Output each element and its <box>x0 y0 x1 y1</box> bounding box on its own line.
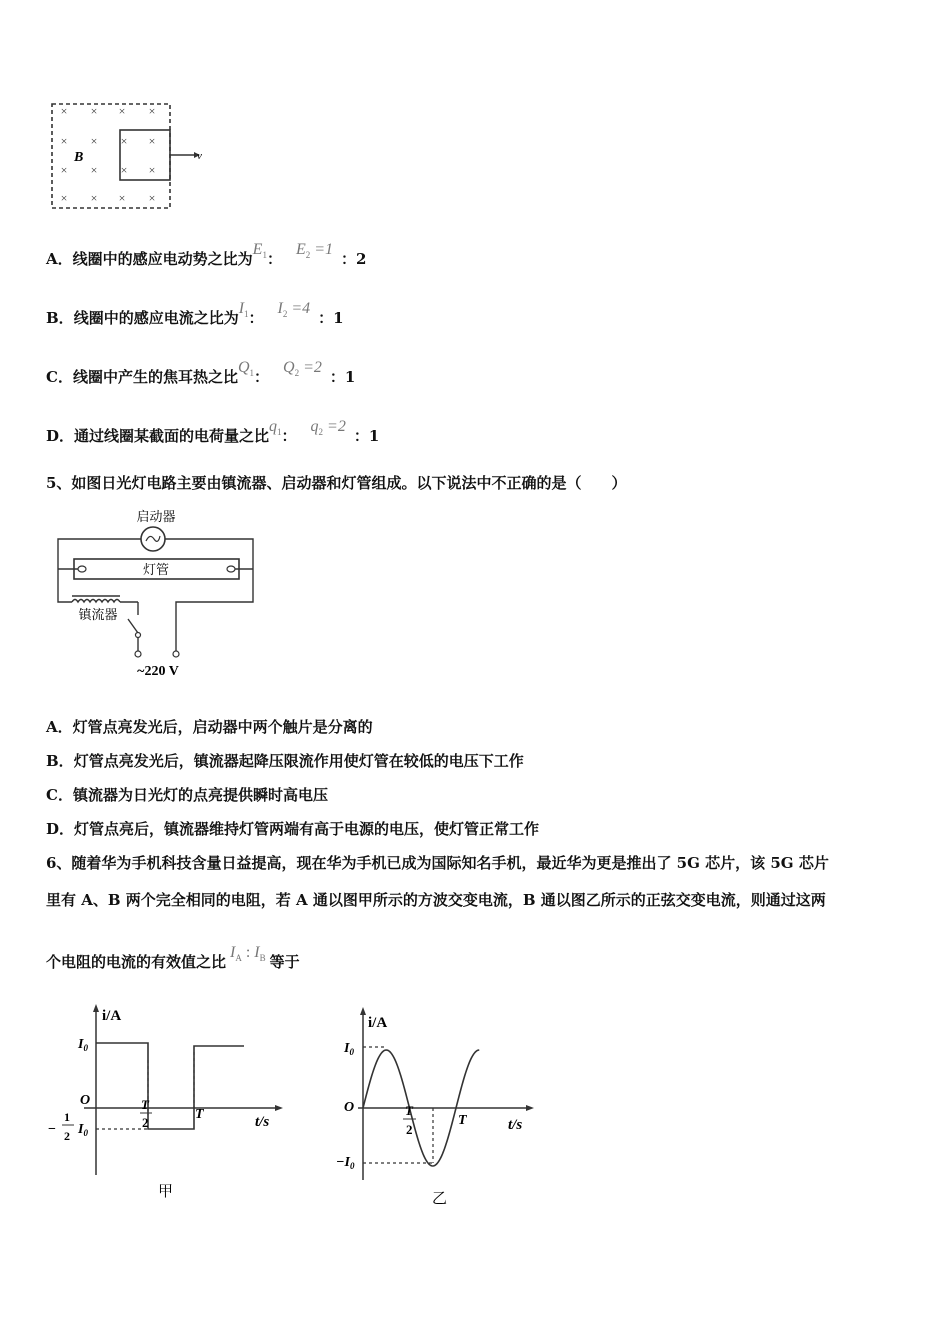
v-label: v <box>197 150 202 162</box>
field-cross: × <box>118 104 126 118</box>
ballast-coil <box>72 600 120 603</box>
field-cross: × <box>120 134 128 148</box>
option-d: D．通过线圈某截面的电荷量之比$q_1$：$q_2 =2$：1 <box>46 418 380 445</box>
field-cross: × <box>148 191 156 205</box>
y-axis-label: i/A <box>368 1015 388 1031</box>
x-tick-T: T <box>195 1107 204 1122</box>
origin-label: O <box>80 1093 91 1108</box>
field-cross: × <box>148 134 156 148</box>
svg-text:I0: $I_0$ <box>78 1122 88 1138</box>
field-cross: × <box>60 134 68 148</box>
option-a: A．线圈中的感应电动势之比为$E_1$：$E_2 =1$：2 <box>46 241 367 268</box>
graph-jia <box>44 1000 294 1210</box>
y-tick-bottom <box>48 1110 88 1143</box>
field-cross: × <box>90 163 98 177</box>
graph-caption: 乙 <box>432 1191 448 1207</box>
option-c: C．线圈中产生的焦耳热之比$Q_1$：$Q_2 =2$：1 <box>46 359 356 386</box>
field-cross: × <box>118 191 126 205</box>
y-tick-top: $I_0$ <box>78 1037 88 1053</box>
q5-option-b: B．灯管点亮发光后，镇流器起降压限流作用使灯管在较低的电压下工作 <box>46 752 524 770</box>
field-cross: × <box>148 163 156 177</box>
switch <box>128 619 138 633</box>
x-tick-T: T <box>458 1113 467 1128</box>
coil-square <box>120 130 170 180</box>
svg-text:1: 1 <box>64 1110 70 1124</box>
field-cross: × <box>90 104 98 118</box>
field-cross: × <box>120 163 128 177</box>
field-cross: × <box>60 163 68 177</box>
q6-line2: 里有 A、B 两个完全相同的电阻，若 A 通以图甲所示的方波交变电流，B 通以图乙所示的正弦交变电流，则通过这两 <box>46 891 826 909</box>
x-tick-half <box>140 1097 152 1130</box>
starter-symbol <box>141 527 165 551</box>
svg-text:2: 2 <box>64 1129 70 1143</box>
x-axis-label: t/s <box>508 1117 523 1133</box>
tube-label: 灯管 <box>142 562 170 577</box>
b-label: B <box>74 150 84 165</box>
svg-text:T: T <box>405 1103 413 1118</box>
field-cross: × <box>90 191 98 205</box>
q5-option-a: A．灯管点亮发光后，启动器中两个触片是分离的 <box>46 718 373 736</box>
graph-caption: 甲 <box>158 1184 174 1200</box>
field-cross: × <box>60 191 68 205</box>
svg-text:2: 2 <box>406 1122 413 1137</box>
svg-text:−: − <box>48 1122 56 1137</box>
field-coil-figure <box>44 98 219 218</box>
q6-line1: 6、随着华为手机科技含量日益提高，现在华为手机已成为国际知名手机，最近华为更是推出了 5G 芯片，该 5G 芯片 <box>46 854 829 872</box>
ballast-label: 镇流器 <box>78 607 118 622</box>
field-cross: × <box>60 104 68 118</box>
x-axis-label: t/s <box>255 1114 270 1130</box>
svg-text:2: 2 <box>142 1115 149 1130</box>
field-cross: × <box>148 104 156 118</box>
field-cross: × <box>90 134 98 148</box>
q5-option-c: C．镇流器为日光灯的点亮提供瞬时高电压 <box>46 786 328 804</box>
q5-option-d: D．灯管点亮后，镇流器维持灯管两端有高于电源的电压，使灯管正常工作 <box>46 820 540 838</box>
graph-yi <box>330 1005 550 1215</box>
origin-label: O <box>344 1100 355 1115</box>
supply-label: ~220 V <box>137 664 179 679</box>
square-wave-series <box>96 1043 244 1129</box>
option-b: B．线圈中的感应电流之比为$I_1$：$I_2 =4$：1 <box>46 300 344 327</box>
y-tick-top: $I_0$ <box>344 1041 354 1057</box>
y-axis-label: i/A <box>102 1008 122 1024</box>
svg-text:T: T <box>141 1097 149 1112</box>
starter-label: 启动器 <box>136 509 176 524</box>
y-tick-bottom: $-I_0$ <box>336 1155 355 1171</box>
q5-stem: 5、如图日光灯电路主要由镇流器、启动器和灯管组成。以下说法中不正确的是（ ） <box>46 474 627 492</box>
fluorescent-circuit-figure <box>50 505 265 683</box>
q6-line3: 个电阻的电流的有效值之比$I_A$ : $I_B$ 等于 <box>46 944 300 971</box>
